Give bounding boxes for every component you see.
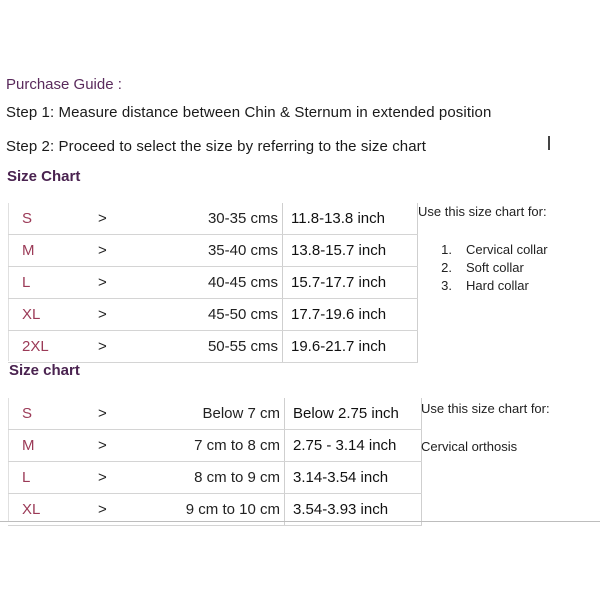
size-chart-table-2 [8, 398, 422, 526]
list-text: Hard collar [466, 278, 529, 293]
size-row [8, 398, 422, 430]
step-1-text: Step 1: Measure distance between Chin & Sternum in extended position [6, 104, 492, 121]
arrow-icon: > [98, 235, 158, 267]
step-2-text: Step 2: Proceed to select the size by referring to the size chart [6, 138, 427, 155]
usage-list-item [428, 277, 548, 295]
size-row [8, 267, 418, 299]
cm-range: Below 7 cm [158, 398, 285, 430]
size-label: L [8, 462, 98, 494]
cm-range: 35-40 cms [158, 235, 283, 267]
inch-range: Below 2.75 inch [285, 398, 422, 430]
size-label: XL [8, 494, 98, 526]
inch-range: 3.14-3.54 inch [285, 462, 422, 494]
arrow-icon: > [98, 494, 158, 526]
list-number: 1. [441, 242, 452, 257]
cm-range: 50-55 cms [158, 331, 283, 363]
size-label: XL [8, 299, 98, 331]
cm-range: 9 cm to 10 cm [158, 494, 285, 526]
inch-range: 13.8-15.7 inch [283, 235, 418, 267]
bottom-divider [0, 521, 600, 522]
size-label: S [8, 398, 98, 430]
arrow-icon: > [98, 462, 158, 494]
size-chart-2-usage-heading: Use this size chart for: [421, 401, 550, 416]
arrow-icon: > [98, 331, 158, 363]
list-number: 3. [441, 278, 452, 293]
size-row [8, 331, 418, 363]
usage-list-item [428, 241, 548, 259]
size-label: L [8, 267, 98, 299]
cm-range: 7 cm to 8 cm [158, 430, 285, 462]
arrow-icon: > [98, 299, 158, 331]
size-label: M [8, 235, 98, 267]
cm-range: 30-35 cms [158, 203, 283, 235]
arrow-icon: > [98, 267, 158, 299]
size-label: 2XL [8, 331, 98, 363]
cm-range: 40-45 cms [158, 267, 283, 299]
size-chart-heading: Size Chart [7, 168, 81, 185]
inch-range: 3.54-3.93 inch [285, 494, 422, 526]
arrow-icon: > [98, 430, 158, 462]
inch-range: 11.8-13.8 inch [283, 203, 418, 235]
list-text: Cervical collar [466, 242, 548, 257]
edge-mark [548, 136, 550, 150]
list-number: 2. [441, 260, 452, 275]
inch-range: 2.75 - 3.14 inch [285, 430, 422, 462]
size-row [8, 430, 422, 462]
cm-range: 8 cm to 9 cm [158, 462, 285, 494]
size-chart-2-heading: Size chart [9, 362, 80, 379]
list-text: Soft collar [466, 260, 524, 275]
size-chart-1-usage-list [428, 241, 548, 295]
size-row [8, 462, 422, 494]
inch-range: 17.7-19.6 inch [283, 299, 418, 331]
size-chart-2-usage-item: Cervical orthosis [421, 439, 518, 454]
size-chart-table-1 [8, 203, 418, 363]
arrow-icon: > [98, 398, 158, 430]
inch-range: 19.6-21.7 inch [283, 331, 418, 363]
arrow-icon: > [98, 203, 158, 235]
size-label: M [8, 430, 98, 462]
inch-range: 15.7-17.7 inch [283, 267, 418, 299]
cm-range: 45-50 cms [158, 299, 283, 331]
size-label: S [8, 203, 98, 235]
size-row [8, 299, 418, 331]
usage-list-item [428, 259, 548, 277]
purchase-guide-title: Purchase Guide : [6, 76, 122, 93]
size-row [8, 235, 418, 267]
size-chart-1-usage-heading: Use this size chart for: [418, 204, 547, 219]
size-row [8, 203, 418, 235]
